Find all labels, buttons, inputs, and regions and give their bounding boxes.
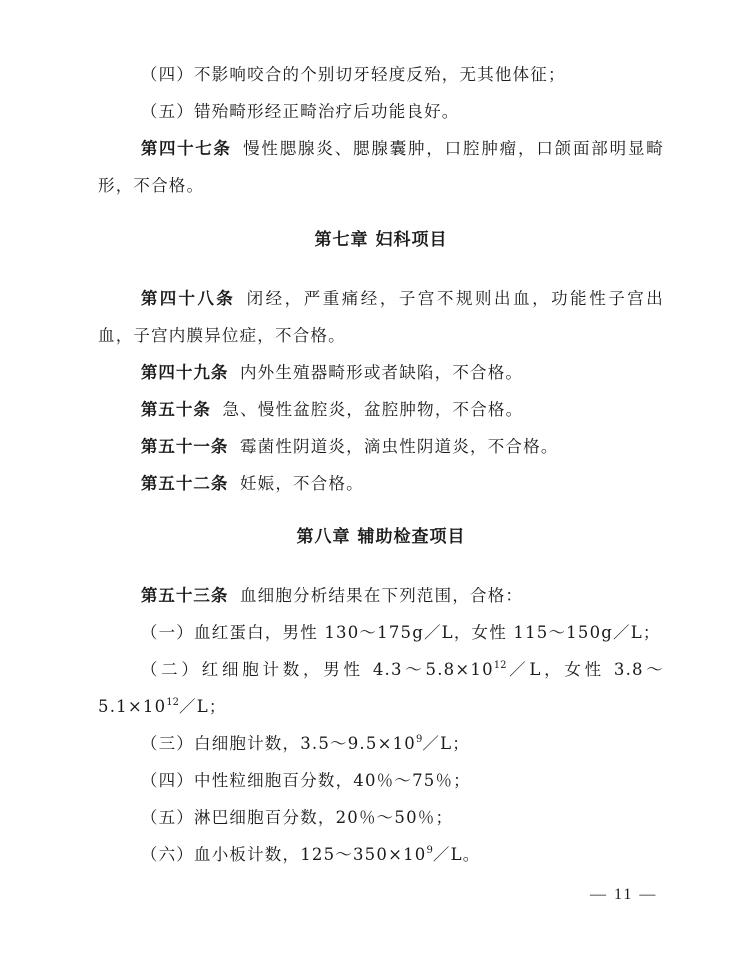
article-53-text: 血细胞分析结果在下列范围，合格：	[239, 586, 524, 605]
article-51-text: 霉菌性阴道炎，滴虫性阴道炎，不合格。	[239, 437, 559, 456]
article-50-text: 急、慢性盆腔炎，盆腔肿物，不合格。	[222, 400, 524, 419]
article-52-label: 第五十二条	[140, 474, 229, 493]
platelet-exponent: 9	[426, 845, 433, 856]
item-four: （四）不影响咬合的个别切牙轻度反殆，无其他体征；	[140, 65, 566, 84]
article-49-label: 第四十九条	[140, 363, 229, 382]
article-48	[98, 280, 664, 354]
document-body	[98, 56, 664, 873]
article-52	[98, 465, 664, 502]
blood-item-wbc	[98, 725, 664, 762]
rbc-text-c: ／L；	[179, 697, 227, 716]
wbc-text-b: ／L；	[422, 734, 470, 753]
article-47-label: 第四十七条	[140, 139, 232, 158]
article-48-text: 闭经，严重痛经，子宫不规则出血，功能性子宫出血，子宫内膜异位症，不合格。	[98, 289, 665, 345]
blood-item-hemoglobin: （一）血红蛋白，男性 130～175g／L，女性 115～150g／L；	[140, 623, 661, 642]
wbc-exponent: 9	[416, 734, 423, 745]
platelet-text-b: ／L。	[432, 845, 481, 864]
chapter-7-heading: 第七章 妇科项目	[314, 230, 448, 250]
article-53	[98, 577, 664, 614]
article-51	[98, 428, 664, 465]
rbc-exponent-female: 12	[166, 697, 179, 708]
wbc-text-a: （三）白细胞计数，3.5～9.5×10	[140, 734, 416, 753]
article-49-text: 内外生殖器畸形或者缺陷，不合格。	[239, 363, 524, 382]
article-47-text: 慢性腮腺炎、腮腺囊肿，口腔肿瘤，口颌面部明显畸形，不合格。	[98, 139, 664, 195]
article-47	[98, 130, 664, 204]
platelet-text-a: （六）血小板计数，125～350×10	[140, 845, 427, 864]
blood-item-lymphocyte: （五）淋巴细胞百分数，20％～50％；	[140, 808, 454, 827]
chapter-8-heading: 第八章 辅助检查项目	[296, 527, 466, 547]
article-48-label: 第四十八条	[140, 289, 236, 308]
item-five: （五）错殆畸形经正畸治疗后功能良好。	[140, 102, 460, 121]
article-50-label: 第五十条	[140, 400, 211, 419]
article-49	[98, 354, 664, 391]
rbc-text-b: ／L，女性 3.8～5.1×10	[98, 660, 664, 716]
article-52-text: 妊娠，不合格。	[239, 474, 364, 493]
rbc-text-a: （二）红细胞计数，男性 4.3～5.8×10	[140, 660, 494, 679]
blood-item-platelet	[98, 836, 664, 873]
blood-item-rbc	[98, 651, 664, 725]
page-number: — 11 —	[590, 886, 658, 903]
rbc-exponent-male: 12	[493, 660, 507, 671]
blood-item-neutrophil: （四）中性粒细胞百分数，40％～75％；	[140, 771, 471, 790]
article-50	[98, 391, 664, 428]
article-51-label: 第五十一条	[140, 437, 229, 456]
article-53-label: 第五十三条	[140, 586, 229, 605]
